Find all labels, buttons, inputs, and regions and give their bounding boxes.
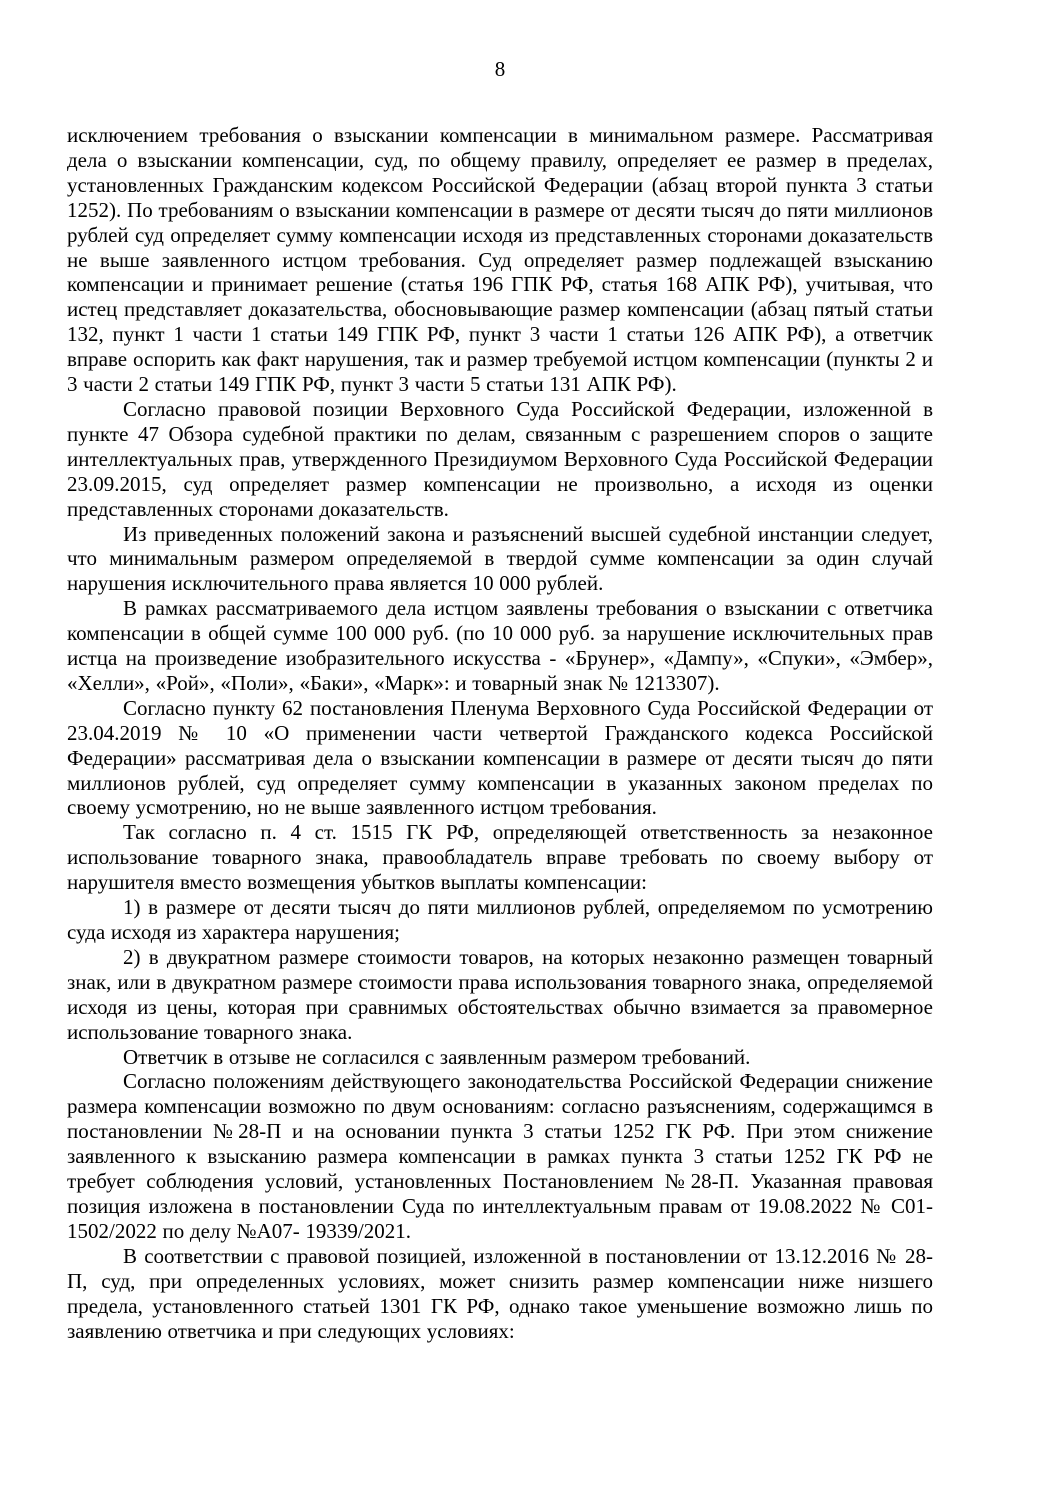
paragraph: Так согласно п. 4 ст. 1515 ГК РФ, определяющей ответственность за незаконное использование товарного знака, правообладатель вправе требовать по своему выбору от нарушителя вместо возмещения убытков выплаты компенсации: — [67, 820, 933, 895]
page-number: 8 — [494, 57, 506, 81]
paragraph-list-item: 2) в двукратном размере стоимости товаров, на которых незаконно размещен товарный знак, или в двукратном размере стоимости права использования товарного знака, определяемой исходя из цены, которая при сравнимых обстоятельствах обычно взимается за правомерное использование товарного знака. — [67, 944, 933, 1044]
paragraph: Ответчик в отзыве не согласился с заявленным размером требований. — [123, 1044, 751, 1069]
paragraph-list-item: 1) в размере от десяти тысяч до пяти миллионов рублей, определяемом по усмотрению суда исходя из характера нарушения; — [67, 895, 933, 944]
paragraph: В рамках рассматриваемого дела истцом заявлены требования о взыскании с ответчика компенсации в общей сумме 100 000 руб. (по 10 000 руб. за нарушение исключительных прав истца на произведение изобразительного искусства - «Брунер», «Дампу», «Спуки», «Эмбер», «Хелли», «Рой», «Поли», «Баки», «Марк»: и товарный знак № 1213307). — [67, 596, 933, 695]
paragraph: Согласно правовой позиции Верховного Суда Российской Федерации, изложенной в пункте 47 Обзора судебной практики по делам, связанным с разрешением споров о защите интеллектуальных прав, утвержденного Президиумом Верховного Суда Российской Федерации 23.09.2015, суд определяет размер компенсации не произвольно, а исходя из оценки представленных сторонами доказательств. — [67, 396, 933, 521]
paragraph: В соответствии с правовой позицией, изложенной в постановлении от 13.12.2016 № 28-П, суд, при определенных условиях, может снизить размер компенсации ниже низшего предела, установленного статьей 1301 ГК РФ, однако такое уменьшение возможно лишь по заявлению ответчика и при следующих условиях: — [67, 1243, 933, 1343]
document-body — [67, 123, 933, 1343]
paragraph: Из приведенных положений закона и разъяснений высшей судебной инстанции следует, что минимальным размером определяемой в твердой сумме компенсации за один случай нарушения исключительного права является 10 000 рублей. — [67, 521, 933, 596]
paragraph: исключением требования о взыскании компенсации в минимальном размере. Рассматривая дела о взыскании компенсации, суд, по общему правилу, определяет ее размер в пределах, установленных Гражданским кодексом Российской Федерации (абзац второй пункта 3 статьи 1252). По требованиям о взыскании компенсации в размере от десяти тысяч до пяти миллионов рублей суд определяет сумму компенсации исходя из представленных сторонами доказательств не выше заявленного истцом требования. Суд определяет размер подлежащей взысканию компенсации и принимает решение (статья 196 ГПК РФ, статья 168 АПК РФ), учитывая, что истец представляет доказательства, обосновывающие размер компенсации (абзац пятый статьи 132, пункт 1 части 1 статьи 149 ГПК РФ, пункт 3 части 1 статьи 126 АПК РФ), а ответчик вправе оспорить как факт нарушения, так и размер требуемой истцом компенсации (пункты 2 и 3 части 2 статьи 149 ГПК РФ, пункт 3 части 5 статьи 131 АПК РФ). — [67, 123, 933, 397]
paragraph: Согласно положениям действующего законодательства Российской Федерации снижение размера компенсации возможно по двум основаниям: согласно разъяснениям, содержащимся в постановлении №28-П и на основании пункта 3 статьи 1252 ГК РФ. При этом снижение заявленного к взысканию размера компенсации в рамках пункта 3 статьи 1252 ГК РФ не требует соблюдения условий, установленных Постановлением №28-П. Указанная правовая позиция изложена в постановлении Суда по интеллектуальным правам от 19.08.2022 № С01-1502/2022 по делу №А07- 19339/2021. — [67, 1069, 933, 1243]
paragraph: Согласно пункту 62 постановления Пленума Верховного Суда Российской Федерации от 23.04.2019 № 10 «О применении части четвертой Гражданского кодекса Российской Федерации» рассматривая дела о взыскании компенсации в размере от десяти тысяч до пяти миллионов рублей, суд определяет сумму компенсации в указанных законом пределах по своему усмотрению, но не выше заявленного истцом требования. — [67, 695, 933, 820]
